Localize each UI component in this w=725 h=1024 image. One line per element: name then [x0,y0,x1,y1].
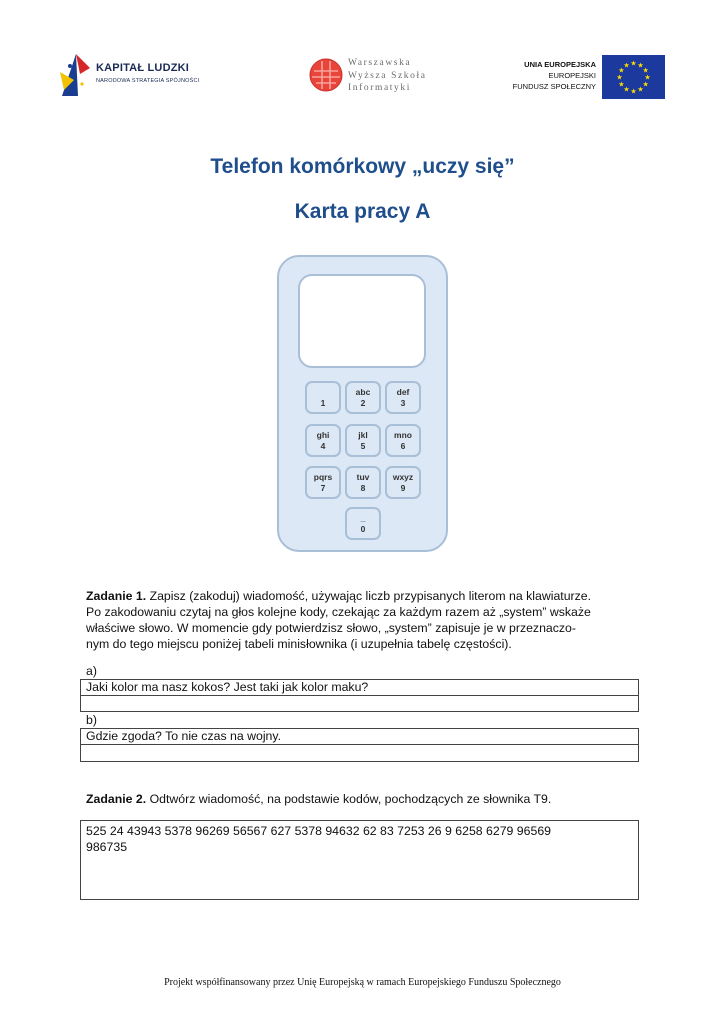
phone-illustration [277,255,448,552]
page-subtitle: Karta pracy A [294,200,431,223]
key-letters: tuv [356,472,370,482]
key-digit: 8 [360,483,366,493]
key-letters: ghi [316,430,330,440]
eu-star-icon: ★ [623,86,630,94]
wwsi-line-3: Informatyki [348,83,411,93]
wwsi-emblem-icon [308,57,344,93]
task1-b-message: Gdzie zgoda? To nie czas na wojny. [86,729,282,743]
key-1 [305,381,341,414]
task2-label: Zadanie 2. [86,792,147,806]
eu-star-icon: ★ [637,62,644,70]
task1-label: Zadanie 1. [86,589,147,603]
key-8 [345,466,381,499]
key-letters: def [396,387,410,397]
task1-a-label: a) [86,664,97,678]
eu-text [505,59,596,92]
task2-codes-line-1: 525 24 43943 5378 96269 56567 627 5378 94632 62 83 7253 26 9 6258 6279 96569 [86,824,552,838]
key-letters: _ [360,513,366,523]
kapital-ludzki-logo [58,50,208,100]
task1-line-3: właściwe słowo. W momencie gdy potwierdzisz słowo, „system” zapisuje je w przeznaczo- [86,621,576,635]
eu-line-2: EUROPEJSKI [548,71,596,80]
task1-b-label: b) [86,713,97,727]
task1-a-answer-row[interactable] [80,695,639,712]
eu-star-icon: ★ [644,74,651,82]
key-9 [385,466,421,499]
task1-text-1: Zapisz (zakoduj) wiadomość, używając liczb przypisanych literom na klawiaturze. [149,589,592,603]
eu-line-1: UNIA EUROPEJSKA [524,60,596,69]
kapital-ludzki-subtitle: NARODOWA STRATEGIA SPÓJNOŚCI [96,78,200,84]
task2-instructions [86,791,646,807]
eu-star-icon: ★ [630,88,637,96]
eu-star-icon: ★ [642,67,649,75]
eu-star-icon: ★ [637,86,644,94]
page-title: Telefon komórkowy „uczy się” [210,155,515,178]
wwsi-line-2: Wyższa Szkoła [348,70,427,81]
eu-star-icon: ★ [618,67,625,75]
key-digit: 2 [360,398,366,408]
eu-star-icon: ★ [616,74,623,82]
key-letters: jkl [358,430,368,440]
key-letters: pqrs [313,472,333,482]
key-digit: 6 [400,441,406,451]
task1-line-4: nym do tego miejscu poniżej tabeli minisłownika (i uzupełnia tabelę częstości). [86,637,512,651]
key-3 [385,381,421,414]
key-letters [307,387,339,398]
task1-instructions [86,588,646,652]
task1-a-message: Jaki kolor ma nasz kokos? Jest taki jak kolor maku? [86,680,369,694]
key-digit: 1 [320,398,326,408]
key-2 [345,381,381,414]
task1-b-message-row [80,728,639,745]
key-5 [345,424,381,457]
key-6 [385,424,421,457]
key-digit: 3 [400,398,406,408]
task1-line-2: Po zakodowaniu czytaj na głos kolejne kody, czekając za każdym razem aż „system” wskaże [86,605,591,619]
eu-star-icon: ★ [642,81,649,89]
key-letters: wxyz [392,472,414,482]
wwsi-line-1: Warszawska [348,58,412,68]
eu-logo [505,55,670,100]
key-digit: 4 [320,441,326,451]
key-letters: mno [394,430,412,440]
wwsi-name [348,57,427,95]
footer-note: Projekt współfinansowany przez Unię Europejską w ramach Europejskiego Funduszu Społecznego [164,977,561,988]
eu-flag-icon [602,55,665,99]
kapital-ludzki-emblem-icon [58,50,94,100]
task2-codes-box[interactable] [80,820,639,900]
wwsi-logo [308,55,448,100]
eu-line-3: FUNDUSZ SPOŁECZNY [512,82,596,91]
task1-b-answer-row[interactable] [80,744,639,762]
key-7 [305,466,341,499]
key-digit: 0 [360,524,366,534]
key-digit: 9 [400,483,406,493]
key-digit: 7 [320,483,326,493]
eu-star-icon: ★ [618,81,625,89]
key-letters: abc [355,387,371,397]
eu-star-icon: ★ [630,60,637,68]
task1-line-1 [86,588,646,604]
kapital-ludzki-title: KAPITAŁ LUDZKI [96,62,190,74]
phone-screen [298,274,426,368]
key-4 [305,424,341,457]
eu-star-icon: ★ [623,62,630,70]
key-digit: 5 [360,441,366,451]
task1-a-message-row [80,679,639,696]
task2-text: Odtwórz wiadomość, na podstawie kodów, pochodzących ze słownika T9. [149,792,552,806]
task2-codes-line-2: 986735 [86,840,128,854]
key-0 [345,507,381,540]
